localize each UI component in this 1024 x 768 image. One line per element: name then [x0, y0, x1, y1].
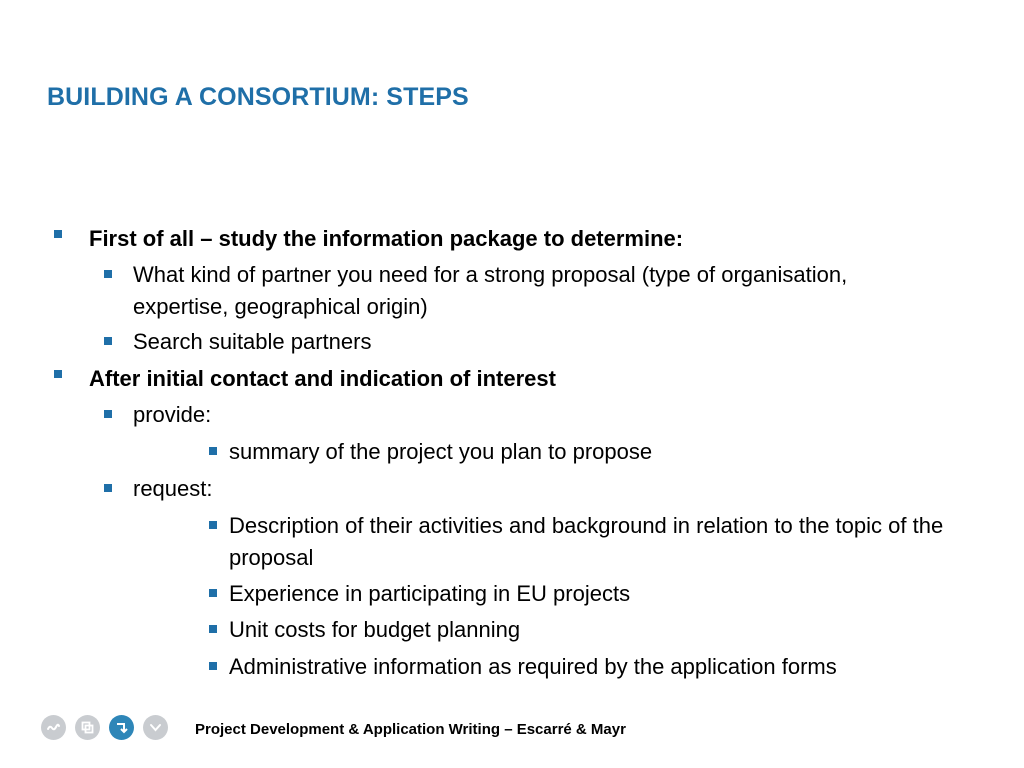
square-bullet-icon [209, 662, 217, 670]
bullet-text: Unit costs for budget planning [229, 617, 521, 642]
bullet-text: provide: [133, 402, 212, 427]
bullet-item [229, 510, 969, 574]
bullet-item [133, 326, 933, 358]
square-bullet-icon [209, 625, 217, 633]
chevron-down-icon[interactable] [143, 715, 168, 740]
bullet-item [133, 399, 933, 431]
footer-nav [41, 715, 171, 743]
bullet-text: What kind of partner you need for a strong proposal (type of organisation, expertise, geographical origin) [133, 262, 848, 319]
slide-title: BUILDING A CONSORTIUM: STEPS [47, 83, 469, 111]
bullet-item [133, 473, 933, 505]
bullet-text: Experience in participating in EU projects [229, 581, 631, 606]
bullet-text: Search suitable partners [133, 329, 372, 354]
bullet-item [229, 651, 969, 683]
copy-icon[interactable] [75, 715, 100, 740]
bullet-item [229, 614, 969, 646]
slide-footer: Project Development & Application Writing – Escarré & Mayr [195, 721, 626, 738]
square-bullet-icon [54, 370, 62, 378]
wave-icon[interactable] [41, 715, 66, 740]
bullet-item [89, 363, 929, 395]
square-bullet-icon [104, 484, 112, 492]
square-bullet-icon [209, 447, 217, 455]
bullet-item [89, 223, 929, 255]
bullet-item [229, 578, 969, 610]
bullet-text: Administrative information as required by the application forms [229, 654, 837, 679]
square-bullet-icon [54, 230, 62, 238]
square-bullet-icon [104, 337, 112, 345]
bullet-text: After initial contact and indication of interest [89, 366, 556, 391]
square-bullet-icon [209, 589, 217, 597]
bullet-text: summary of the project you plan to propose [229, 439, 653, 464]
square-bullet-icon [104, 410, 112, 418]
square-bullet-icon [209, 521, 217, 529]
bullet-text: First of all – study the information package to determine: [89, 226, 684, 251]
bullet-item [133, 259, 933, 323]
square-bullet-icon [104, 270, 112, 278]
bullet-item [229, 436, 969, 468]
bullet-text: request: [133, 476, 213, 501]
corner-arrow-icon[interactable] [109, 715, 134, 740]
bullet-text: Description of their activities and background in relation to the topic of the proposal [229, 513, 944, 570]
